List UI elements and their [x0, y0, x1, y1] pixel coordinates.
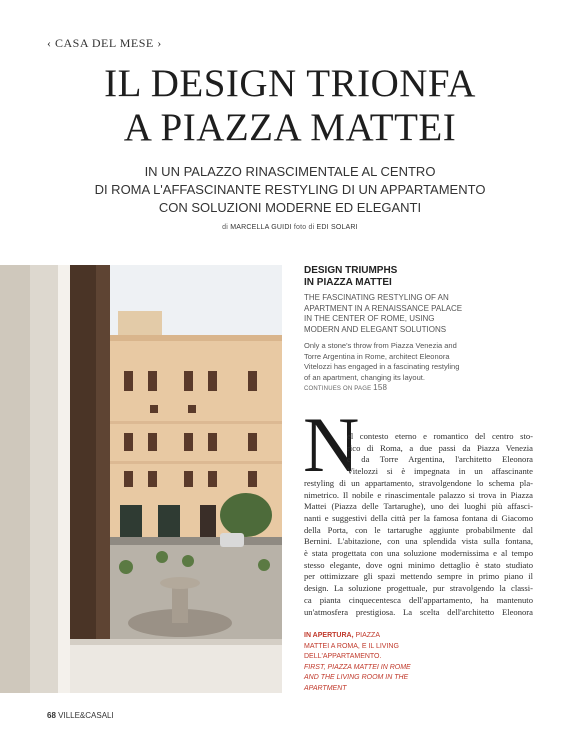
- english-body-line: of an apartment, changing its layout.: [304, 372, 425, 382]
- english-subtitle-line: MODERN AND ELEGANT SOLUTIONS: [304, 324, 447, 334]
- english-subtitle: [304, 293, 474, 335]
- article-line: un'atmosfera prestigiosa. La scelta dell'architetto Eleonora: [304, 606, 533, 617]
- page-folio: [47, 711, 114, 720]
- continues-page-number: 158: [373, 383, 388, 392]
- caption-it-line-1: [304, 631, 444, 642]
- article-line: Vitelozzi si è impegnata in un affascinante: [347, 466, 533, 477]
- continues-label: CONTINUES ON PAGE: [304, 386, 372, 392]
- article-line: della Porta, con le tartarughe aggiunte probabilmente dal: [304, 524, 533, 535]
- english-subtitle-line: THE FASCINATING RESTYLING OF AN: [304, 293, 449, 302]
- byline-photographer: EDI SOLARI: [316, 224, 358, 231]
- article-line: design. La soluzione progettuale, pur stravolgendo la classi-: [304, 583, 533, 594]
- caption-it-line: MATTEI A ROMA, E IL LIVING: [304, 642, 399, 650]
- continues-on-page: [304, 383, 474, 395]
- article-line: nanti e suggestivi della città per la famosa fontana di Giacomo: [304, 512, 533, 523]
- subtitle: [90, 163, 490, 217]
- english-title-line-1: DESIGN TRIUMPHS: [304, 265, 398, 276]
- english-subtitle-line: APARTMENT IN A RENAISSANCE PALACE: [304, 303, 463, 313]
- english-title-line-2: IN PIAZZA MATTEI: [304, 277, 392, 288]
- headline-line-2: A PIAZZA MATTEI: [123, 106, 457, 149]
- section-label: ‹ CASA DEL MESE ›: [47, 36, 162, 50]
- byline-author: MARCELLA GUIDI: [230, 224, 292, 231]
- subtitle-line-1: IN UN PALAZZO RINASCIMENTALE AL CENTRO: [144, 164, 436, 179]
- caption-it-text: PIAZZA: [355, 632, 380, 639]
- article-line: rico di Roma, a due passi da Piazza Venezia: [347, 442, 533, 453]
- subtitle-line-3: CON SOLUZIONI MODERNE ED ELEGANTI: [158, 200, 422, 215]
- article-line: e da Torre Argentina, l'architetto Eleonora: [347, 454, 533, 465]
- caption-en-line: APARTMENT: [304, 684, 347, 692]
- headline-line-1: IL DESIGN TRIONFA: [104, 62, 476, 105]
- english-body-line: Vitelozzi has engaged in a fascinating restyling: [304, 362, 460, 371]
- article-line: Bernini. L'abitazione, con una splendida vista sulla fontana,: [304, 536, 533, 547]
- english-body: [304, 341, 474, 395]
- article-line: nimetrico. Il nobile e rinascimentale palazzo si trova in Piazza: [304, 489, 533, 500]
- byline-di: di: [222, 224, 229, 231]
- english-subtitle-line: IN THE CENTER OF ROME, USING: [304, 314, 435, 323]
- magazine-name: VILLE&CASALI: [58, 711, 114, 720]
- subtitle-line-2: DI ROMA L'AFFASCINANTE RESTYLING DI UN APPARTAMENTO: [94, 182, 486, 197]
- caption-en-line: FIRST, PIAZZA MATTEI IN ROME: [304, 663, 411, 671]
- article-line: stesso elegante, dove ogni minimo dettaglio è stato studiato: [304, 559, 533, 570]
- photo-caption: [304, 631, 444, 694]
- caption-it-line: DELL'APPARTAMENTO.: [304, 653, 382, 660]
- photo-illustration: [0, 265, 282, 693]
- article-line: è stata progettata con una soluzione modernissima e al tempo: [304, 548, 533, 559]
- byline: [0, 224, 580, 231]
- english-summary: [304, 265, 474, 395]
- english-title: [304, 265, 474, 289]
- drop-cap: N: [303, 401, 360, 488]
- article-line: ca pianta cinquecentesca dell'appartamento, ha mantenuto: [304, 594, 533, 605]
- english-body-line: Torre Argentina in Rome, architect Eleonora: [304, 351, 450, 361]
- page-number: 68: [47, 711, 56, 720]
- article-line: restyling di un appartamento, stravolgendone lo schema pla-: [304, 477, 533, 488]
- opening-photo: [0, 265, 282, 693]
- article-line: per ottimizzare gli spazi mettendo sempre in primo piano il: [304, 571, 533, 582]
- article-line: Mattei (Piazza delle Tartarughe), uno dei luoghi più affasci-: [304, 501, 533, 512]
- english-body-line: Only a stone's throw from Piazza Venezia and: [304, 341, 457, 350]
- article-body: [304, 431, 533, 618]
- caption-bold: IN APERTURA,: [304, 632, 354, 639]
- caption-en-line: AND THE LIVING ROOM IN THE: [304, 674, 409, 681]
- article-line: el contesto eterno e romantico del centro sto-: [347, 431, 533, 441]
- headline: [0, 62, 580, 150]
- byline-foto: foto di: [293, 224, 315, 231]
